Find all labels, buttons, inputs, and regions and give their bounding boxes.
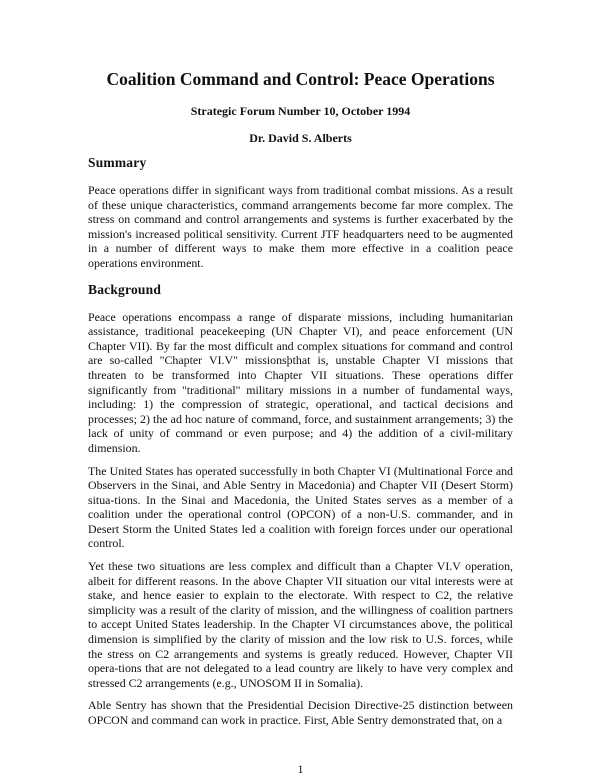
- document-subtitle: Strategic Forum Number 10, October 1994: [190, 104, 411, 118]
- page-number: 1: [297, 761, 304, 776]
- document-title: Coalition Command and Control: Peace Operations: [106, 69, 495, 89]
- background-paragraph-4: Able Sentry has shown that the Presidential Decision Directive-25 distinction between OPCON and command can work in practice. First, Able Sentry demonstrated that, on a: [88, 698, 513, 727]
- summary-paragraph: Peace operations differ in significant ways from traditional combat missions. As a result of these unique characteristics, command arrangements become far more complex. The stress on command and control arrangements and systems is further exacerbated by the mission's increased political sensitivity. Current JTF headquarters need to be augmented in a number of different ways to make them more effective in a coalition peace operations environment.: [88, 183, 513, 270]
- background-paragraph-3: Yet these two situations are less complex and difficult than a Chapter VI.V operation, albeit for different reasons. In the above Chapter VII situation our vital interests were at stake, and hence easier to explain to the electorate. With respect to C2, the relative simplicity was a result of the clarity of mission, and the willingness of coalition partners to accept United States leadership. In the Chapter VI circumstances above, the political dimension is simplified by the clarity of mission and the low risk to U.S. forces, while the stress on C2 arrangements and systems is greatly reduced. However, Chapter VII opera-tions that are not delegated to a lead country are likely to have very complex and stressed C2 arrangements (e.g., UNOSOM II in Somalia).: [88, 559, 513, 690]
- document-author: Dr. David S. Alberts: [249, 131, 352, 145]
- background-paragraph-1: Peace operations encompass a range of disparate missions, including humanitarian assistance, traditional peacekeeping (UN Chapter VI), and peace enforcement (UN Chapter VII). By far the most difficult and complex situations for command and control are so-called "Chapter VI.V" missionsþthat is, unstable Chapter VI missions that threaten to be transformed into Chapter VII situations. These operations differ significantly from "traditional" military missions in a number of fundamental ways, including: 1) the compression of strategic, operational, and tactical decisions and processes; 2) the ad hoc nature of command, force, and sustainment arrangements; 3) the lack of unity of command or even purpose; and 4) the addition of a civil-military dimension.: [88, 309, 513, 455]
- section-heading-summary: Summary: [88, 155, 147, 170]
- section-heading-background: Background: [88, 281, 162, 297]
- document-page: [88, 0, 513, 777]
- background-paragraph-2: The United States has operated successfully in both Chapter VI (Multinational Force and Observers in the Sinai, and Able Sentry in Macedonia) and Chapter VII (Desert Storm) situa-tions. In the Sinai and Macedonia, the United States serves as a member of a coalition under the operational control (OPCON) of a non-U.S. commander, and in Desert Storm the United States led a coalition with foreign forces under our operational control.: [88, 463, 513, 551]
